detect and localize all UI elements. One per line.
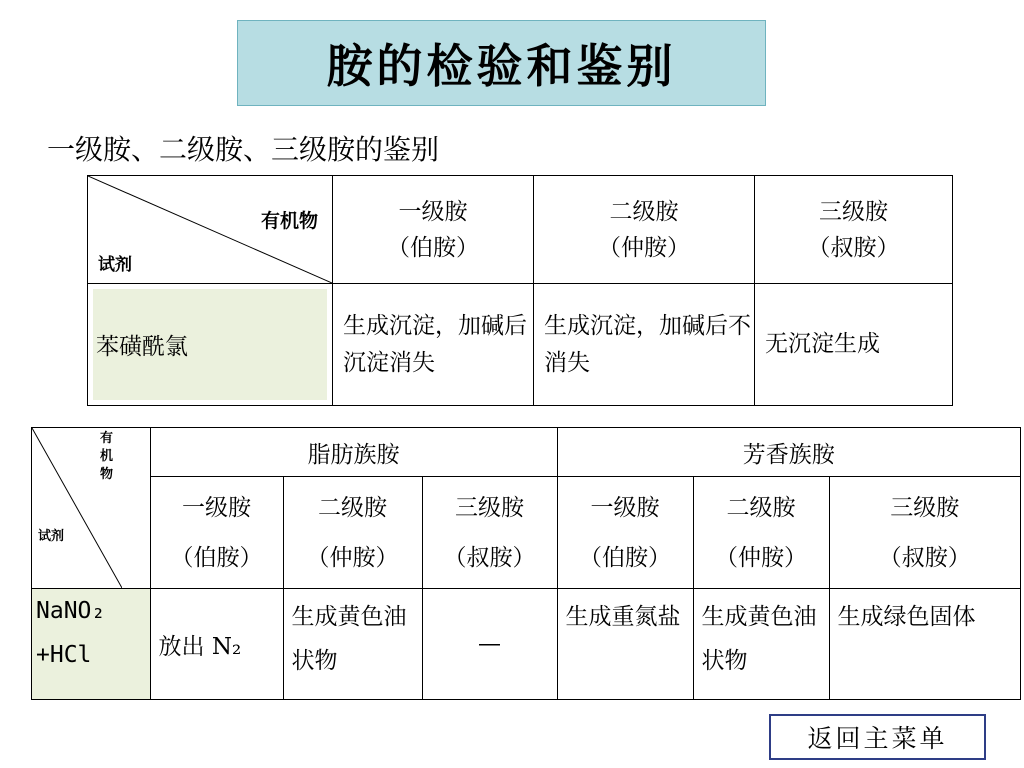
section-subtitle: 一级胺、二级胺、三级胺的鉴别 bbox=[47, 133, 440, 166]
result-aromatic-secondary: 生成黄色油状物 bbox=[693, 589, 829, 700]
sub-header-aromatic-primary bbox=[557, 477, 693, 589]
header-line: （叔胺） bbox=[878, 544, 971, 571]
header-line: （叔胺） bbox=[807, 234, 900, 261]
sulfonyl-chloride-table bbox=[87, 175, 953, 406]
table1-header-secondary bbox=[534, 176, 755, 284]
table1-reagent-cell: 苯磺酰氯 bbox=[88, 284, 333, 406]
table1-corner-reagent-label: 试剂 bbox=[98, 255, 132, 275]
reagent-line: +HCl bbox=[36, 642, 92, 668]
reagent-line: NaNO₂ bbox=[36, 598, 106, 624]
header-line: 二级胺 bbox=[609, 198, 679, 225]
sub-header-aromatic-secondary bbox=[693, 477, 829, 589]
table1-header-primary bbox=[333, 176, 534, 284]
header-line: 二级胺 bbox=[726, 494, 796, 521]
result-aromatic-primary: 生成重氮盐 bbox=[557, 589, 693, 700]
sub-header-aromatic-tertiary bbox=[829, 477, 1020, 589]
table1-result-secondary: 生成沉淀，加碱后不消失 bbox=[534, 284, 755, 406]
header-line: 三级胺 bbox=[455, 494, 525, 521]
sub-header-aliphatic-tertiary bbox=[422, 477, 557, 589]
header-line: （仲胺） bbox=[306, 544, 399, 571]
table1-header-tertiary bbox=[755, 176, 953, 284]
header-line: 一级胺 bbox=[398, 198, 468, 225]
header-line: （叔胺） bbox=[443, 544, 536, 571]
result-aliphatic-secondary: 生成黄色油状物 bbox=[283, 589, 422, 700]
result-aliphatic-primary: 放出 N₂ bbox=[150, 589, 283, 700]
table1-result-tertiary: 无沉淀生成 bbox=[755, 284, 953, 406]
page-title: 胺的检验和鉴别 bbox=[237, 20, 766, 106]
nitrous-acid-table bbox=[31, 427, 1021, 700]
result-aliphatic-tertiary: — bbox=[422, 589, 557, 700]
header-line: （伯胺） bbox=[387, 234, 479, 261]
table2-corner-organic-label: 有机物 bbox=[100, 431, 114, 482]
header-line: （仲胺） bbox=[598, 234, 690, 261]
table2-corner-reagent-label: 试剂 bbox=[38, 529, 65, 544]
table1-corner-cell bbox=[88, 176, 333, 284]
header-line: （伯胺） bbox=[579, 544, 672, 571]
table2-reagent-cell bbox=[32, 589, 151, 700]
header-line: 一级胺 bbox=[182, 494, 252, 521]
result-aromatic-tertiary: 生成绿色固体 bbox=[829, 589, 1020, 700]
sub-header-aliphatic-primary bbox=[150, 477, 283, 589]
group-aromatic-header: 芳香族胺 bbox=[557, 428, 1020, 477]
table1-corner-organic-label: 有机物 bbox=[260, 210, 318, 232]
sub-header-aliphatic-secondary bbox=[283, 477, 422, 589]
table2-corner-cell bbox=[32, 428, 151, 589]
header-line: （伯胺） bbox=[170, 544, 263, 571]
table1-result-primary: 生成沉淀，加碱后沉淀消失 bbox=[333, 284, 534, 406]
header-line: 三级胺 bbox=[890, 494, 960, 521]
group-aliphatic-header: 脂肪族胺 bbox=[150, 428, 557, 477]
header-line: （仲胺） bbox=[715, 544, 808, 571]
back-to-main-menu-button[interactable]: 返回主菜单 bbox=[769, 714, 986, 760]
header-line: 二级胺 bbox=[318, 494, 388, 521]
header-line: 三级胺 bbox=[819, 198, 888, 225]
header-line: 一级胺 bbox=[590, 494, 660, 521]
